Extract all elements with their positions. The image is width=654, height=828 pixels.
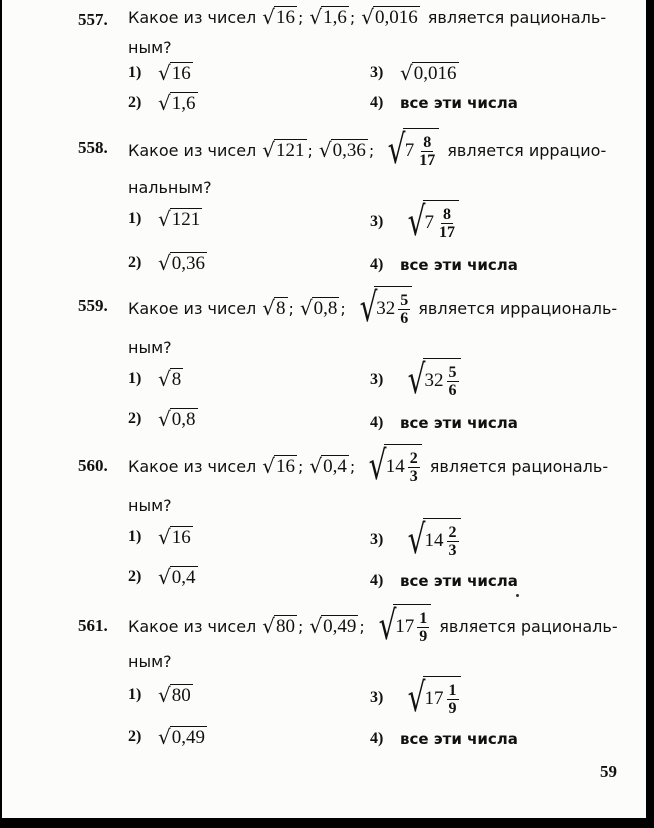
option-3: 3) √ 7 $\frac{8}{17}$: [370, 200, 459, 244]
page-number: 59: [600, 762, 617, 781]
problem-number: 561.: [78, 616, 108, 635]
option-4: 4) все эти числа: [370, 730, 518, 748]
problem-number: 560.: [78, 456, 108, 475]
problem-number: 557.: [78, 10, 108, 29]
textbook-page: [2, 0, 646, 818]
print-speck: [516, 594, 519, 597]
problem-question: Какое из чисел √ 8 ; √ 0,8 ; √ 32 $\frac{5}{6}$ является иррациональ-: [128, 285, 618, 331]
option-1: 1) √ 121: [128, 207, 201, 231]
problem-question: Какое из чисел √ 16 ; √ 1,6 ; √ 0,016 является рациональ-: [128, 5, 607, 29]
sqrt-number: √ 0,016: [361, 5, 418, 29]
option-3: 3) √ 17 $\frac{1}{9}$: [370, 676, 461, 720]
question-text: ным?: [128, 652, 172, 671]
question-text: является рациональ-: [427, 7, 607, 27]
question-text: Какое из чисел: [128, 7, 257, 27]
option-2: 2) √ 0,36: [128, 251, 205, 275]
sqrt-number: √ 1,6: [309, 5, 347, 29]
problem-number: 559.: [78, 296, 108, 315]
option-1: 1) √ 16: [128, 61, 191, 85]
option-4: 4) все эти числа: [370, 94, 518, 112]
problem-question: Какое из чисел √ 121 ; √ 0,36 ; √ 7 $\frac{8}{17}$ является иррацио-: [128, 127, 607, 173]
sqrt-number: √ 16: [262, 5, 296, 29]
problem-number: 558.: [78, 138, 108, 157]
question-text: ным?: [128, 338, 172, 357]
question-text: ным?: [128, 496, 172, 515]
question-text: нальным?: [128, 178, 212, 197]
option-3: 3) √ 32 $\frac{5}{6}$: [370, 358, 461, 402]
question-text: ным?: [128, 38, 172, 57]
option-4: 4) все эти числа: [370, 256, 518, 274]
option-1: 1) √ 8: [128, 367, 182, 391]
problem-question: Какое из чисел √ 16 ; √ 0,4 ; √ 14 $\frac{2}{3}$ является рациональ-: [128, 443, 609, 489]
option-2: 2) √ 1,6: [128, 91, 196, 115]
problem-question: Какое из чисел √ 80 ; √ 0,49 ; √ 17 $\frac{1}{9}$ является рациональ-: [128, 603, 618, 649]
option-4: 4) все эти числа: [370, 572, 518, 590]
option-2: 2) √ 0,8: [128, 407, 196, 431]
option-2: 2) √ 0,49: [128, 725, 205, 749]
option-3: 3) √ 14 $\frac{2}{3}$: [370, 518, 461, 562]
option-2: 2) √ 0,4: [128, 565, 196, 589]
option-1: 1) √ 80: [128, 683, 191, 707]
option-1: 1) √ 16: [128, 525, 191, 549]
option-3: 3) √ 0,016: [370, 61, 457, 85]
option-4: 4) все эти числа: [370, 414, 518, 432]
